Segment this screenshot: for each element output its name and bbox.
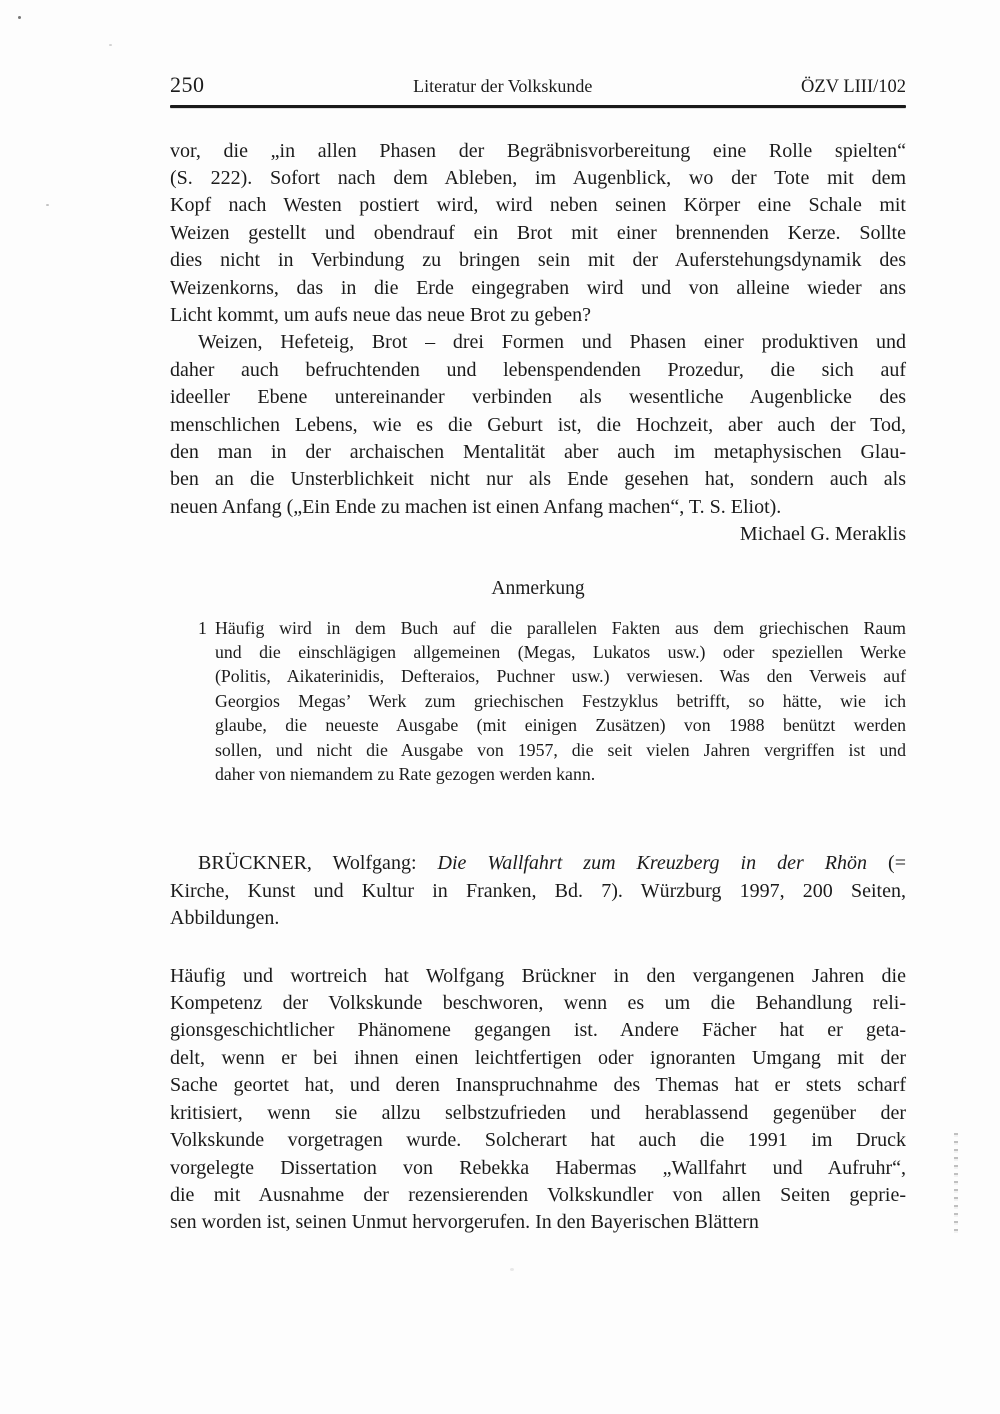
text-line: Georgios Megas’ Werk zum griechischen Festzyklus betrifft, so hätte, wie ich: [215, 690, 906, 711]
text-line: Volkskunde vorgetragen wurde. Solcherart hat auch die 1991 im Druck: [170, 1129, 906, 1152]
text-line: Licht kommt, um aufs neue das neue Brot zu geben?: [170, 303, 591, 326]
scan-streak-artifact: [954, 1133, 958, 1235]
text-line: vorgelegte Dissertation von Rebekka Habermas „Wallfahrt und Aufruhr“,: [170, 1156, 906, 1179]
running-head: [170, 72, 906, 98]
bib-series-open: (=: [867, 852, 906, 875]
text-line: Weizen gestellt und obendrauf ein Brot mit einer brennenden Kerze. Sollte: [170, 221, 906, 244]
footnote-1: [198, 616, 906, 787]
text-line: gionsgeschichtlicher Phänomene gegangen ist. Andere Fächer hat er geta-: [170, 1019, 906, 1042]
bib-line-1: [170, 850, 906, 877]
issue-reference: ÖZV LIII/102: [801, 77, 906, 97]
bib-line-2: Kirche, Kunst und Kultur in Franken, Bd. 7). Würzburg 1997, 200 Seiten,: [170, 879, 906, 902]
footnote-marker: 1: [198, 617, 207, 638]
text-line: kritisiert, wenn sie allzu selbstzufrieden und herablassend gegenüber der: [170, 1101, 906, 1124]
text-line: den man in der archaischen Mentalität aber auch im metaphysischen Glau-: [170, 440, 906, 463]
text-line: und die einschlägigen allgemeinen (Megas, Lukatos usw.) oder speziellen Werke: [215, 642, 906, 662]
bib-line-3: Abbildungen.: [170, 907, 280, 930]
text-line: ideeller Ebene untereinander verbinden als wesentliche Augenblicke des: [170, 386, 906, 409]
text-line: Häufig wird in dem Buch auf die parallelen Fakten aus dem griechischen Raum: [215, 617, 906, 638]
bibliographic-entry: [170, 850, 906, 932]
journal-section-title: Literatur der Volkskunde: [413, 76, 593, 96]
text-line: dies nicht in Verbindung zu bringen sein mit der Auferstehungsdynamik des: [170, 249, 906, 272]
footnote-text: [215, 616, 906, 787]
bib-title: Die Wallfahrt zum Kreuzberg in der Rhön: [437, 852, 868, 875]
text-line: ben an die Unsterblichkeit nicht nur als Ende gesehen hat, sondern auch als: [170, 468, 906, 491]
text-line: menschlichen Lebens, wie es die Geburt ist, die Hochzeit, aber auch der Tod,: [170, 413, 906, 436]
review2-paragraph: [170, 963, 906, 1237]
review-paragraph-1: [170, 138, 906, 330]
text-line: Kompetenz der Volkskunde beschworen, wenn es um die Behandlung reli-: [170, 992, 906, 1015]
text-line: (S. 222). Sofort nach dem Ableben, im Augenblick, wo der Tote mit dem: [170, 166, 906, 189]
scan-speck: [46, 204, 49, 206]
annotation-heading: Anmerkung: [491, 577, 585, 599]
review-paragraph-2: [170, 329, 906, 521]
page-number: 250: [170, 72, 205, 97]
text-line: Weizen, Hefeteig, Brot – drei Formen und Phasen einer produktiven und: [198, 331, 906, 354]
text-line: neuen Anfang („Ein Ende zu machen ist einen Anfang machen“, T. S. Eliot).: [170, 495, 782, 518]
text-line: sollen, und nicht die Ausgabe von 1957, die seit vielen Jahren vergriffen ist und: [215, 739, 906, 760]
text-line: sen worden ist, seinen Unmut hervorgerufen. In den Bayerischen Blättern: [170, 1211, 759, 1234]
text-line: Weizenkorns, das in die Erde eingegraben wird und von alleine wieder ans: [170, 276, 906, 299]
scan-speck: [18, 16, 21, 19]
reviewer-signature: Michael G. Meraklis: [739, 523, 906, 546]
text-line: delt, wenn er bei ihnen einen leichtfertigen oder ignoranten Umgang mit der: [170, 1046, 906, 1069]
bib-author: BRÜCKNER, Wolfgang:: [198, 852, 438, 875]
header-rule: [170, 105, 906, 108]
text-line: vor, die „in allen Phasen der Begräbnisvorbereitung eine Rolle spielten“: [170, 139, 906, 162]
text-line: daher auch befruchtenden und lebenspendenden Prozedur, die sich auf: [170, 358, 906, 381]
page-column: [170, 72, 906, 1237]
text-line: glaube, die neueste Ausgabe (mit einigen Zusätzen) von 1988 benützt werden: [215, 715, 906, 736]
text-line: Kopf nach Westen postiert wird, wird neben seinen Körper eine Schale mit: [170, 194, 906, 217]
text-line: Häufig und wortreich hat Wolfgang Brückner in den vergangenen Jahren die: [170, 964, 906, 987]
scan-speck: [109, 44, 112, 46]
text-line: (Politis, Aikaterinidis, Defteraios, Puchner usw.) verwiesen. Was den Verweis auf: [215, 666, 906, 687]
text-line: daher von niemandem zu Rate gezogen werden kann.: [215, 764, 596, 785]
scan-speck: [510, 1268, 514, 1271]
text-line: die mit Ausnahme der rezensierenden Volkskundler von allen Seiten geprie-: [170, 1183, 906, 1206]
text-line: Sache geortet hat, und deren Inanspruchnahme des Themas hat er stets scharf: [170, 1074, 906, 1097]
